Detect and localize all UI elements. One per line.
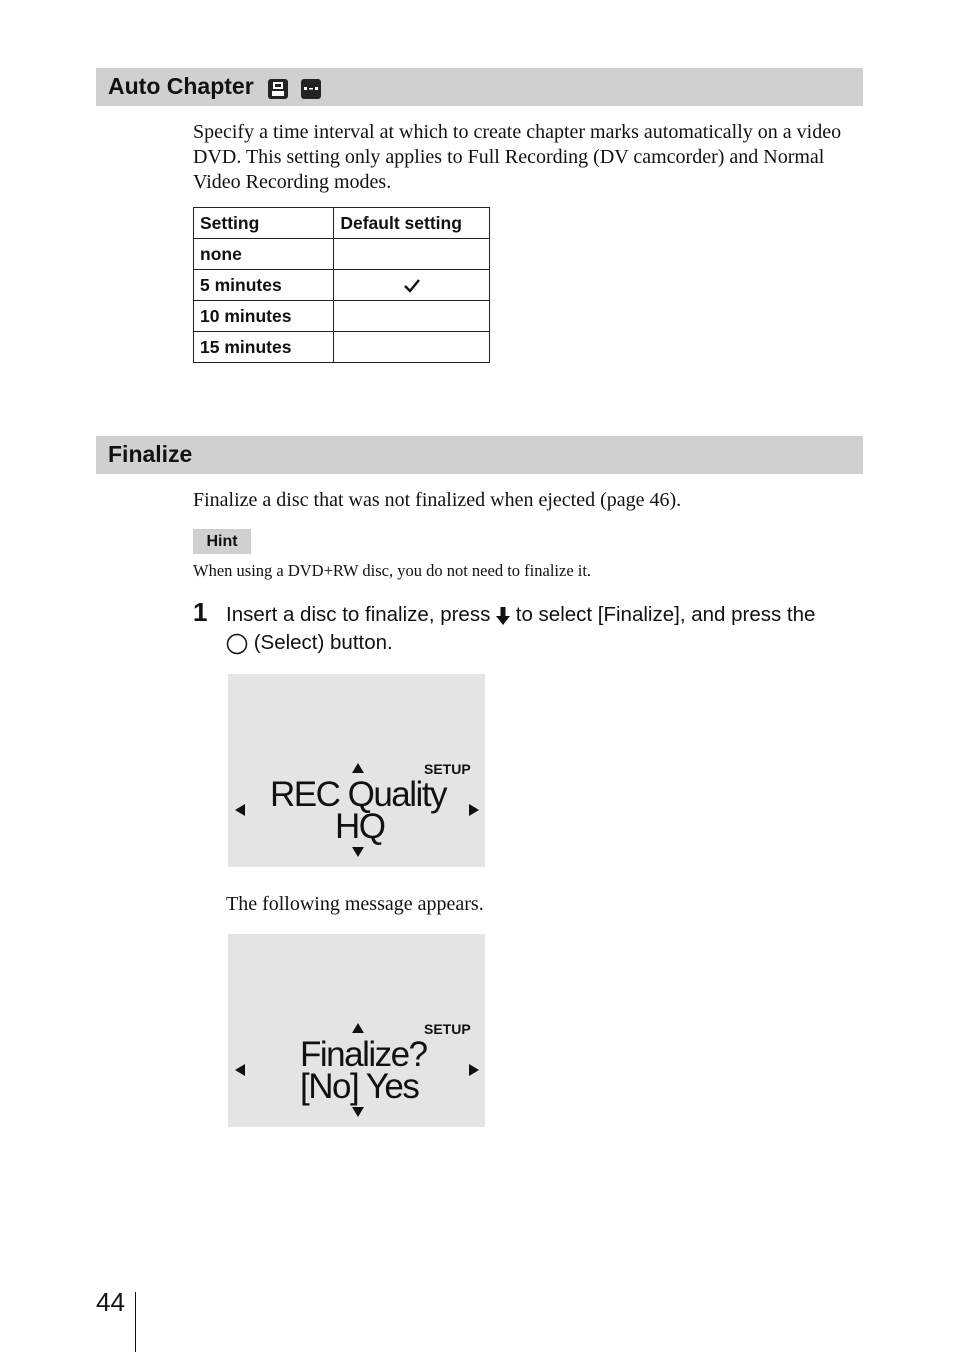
setting-cell: 10 minutes <box>194 301 334 332</box>
table-row <box>194 270 490 301</box>
lcd-line-2: HQ <box>335 807 385 846</box>
default-cell <box>334 270 490 301</box>
setting-cell: 15 minutes <box>194 332 334 363</box>
lcd-line-1: REC Quality <box>270 775 447 814</box>
left-arrow-icon <box>235 1064 245 1076</box>
setup-label: SETUP <box>424 1021 471 1037</box>
lcd-screen-rec-quality <box>228 674 485 867</box>
checkmark-icon <box>404 279 420 293</box>
column-header-setting: Setting <box>194 208 334 239</box>
auto-chapter-header <box>96 68 863 106</box>
select-button-icon <box>226 633 248 655</box>
hint-badge: Hint <box>193 529 251 554</box>
lcd-screen-finalize <box>228 934 485 1127</box>
column-header-default: Default setting <box>334 208 490 239</box>
step-text-part: Insert a disc to finalize, press <box>226 603 491 626</box>
page-number: 44 <box>96 1287 125 1317</box>
down-arrow-icon <box>352 1107 364 1117</box>
default-cell <box>334 332 490 363</box>
section-title: Auto Chapter <box>108 73 254 99</box>
default-cell <box>334 239 490 270</box>
hint-text: When using a DVD+RW disc, you do not need to finalize it. <box>193 561 592 580</box>
right-arrow-icon <box>469 1064 479 1076</box>
table-row <box>194 301 490 332</box>
step-instruction <box>226 601 866 657</box>
down-arrow-icon <box>496 606 510 626</box>
setup-label: SETUP <box>424 761 471 777</box>
page-divider <box>135 1292 136 1352</box>
lcd-line-2: [No] Yes <box>300 1067 419 1106</box>
table-header-row <box>194 208 490 239</box>
section-title: Finalize <box>108 441 193 467</box>
table-row <box>194 332 490 363</box>
lcd-line-1: Finalize? <box>300 1035 427 1074</box>
step-number: 1 <box>193 597 208 627</box>
step-text-part: to select [Finalize], and press the <box>515 603 816 626</box>
auto-chapter-description: Specify a time interval at which to create chapter marks automatically on a video DVD. This setting only applies to Full Recording (DV camcorder) and Normal Video Recording modes. <box>193 121 842 193</box>
caption: The following message appears. <box>226 893 484 915</box>
finalize-description: Finalize a disc that was not finalized when ejected (page 46). <box>193 489 682 511</box>
setting-cell: 5 minutes <box>194 270 334 301</box>
up-arrow-icon <box>352 1023 364 1033</box>
left-arrow-icon <box>235 804 245 816</box>
setting-cell: none <box>194 239 334 270</box>
default-cell <box>334 301 490 332</box>
up-arrow-icon <box>352 763 364 773</box>
finalize-header <box>96 436 863 474</box>
table-row <box>194 239 490 270</box>
video-recording-icon <box>301 79 321 99</box>
dv-camcorder-icon <box>268 79 288 99</box>
step-text-part: (Select) button. <box>253 631 393 654</box>
settings-table <box>193 207 490 363</box>
right-arrow-icon <box>469 804 479 816</box>
down-arrow-icon <box>352 847 364 857</box>
